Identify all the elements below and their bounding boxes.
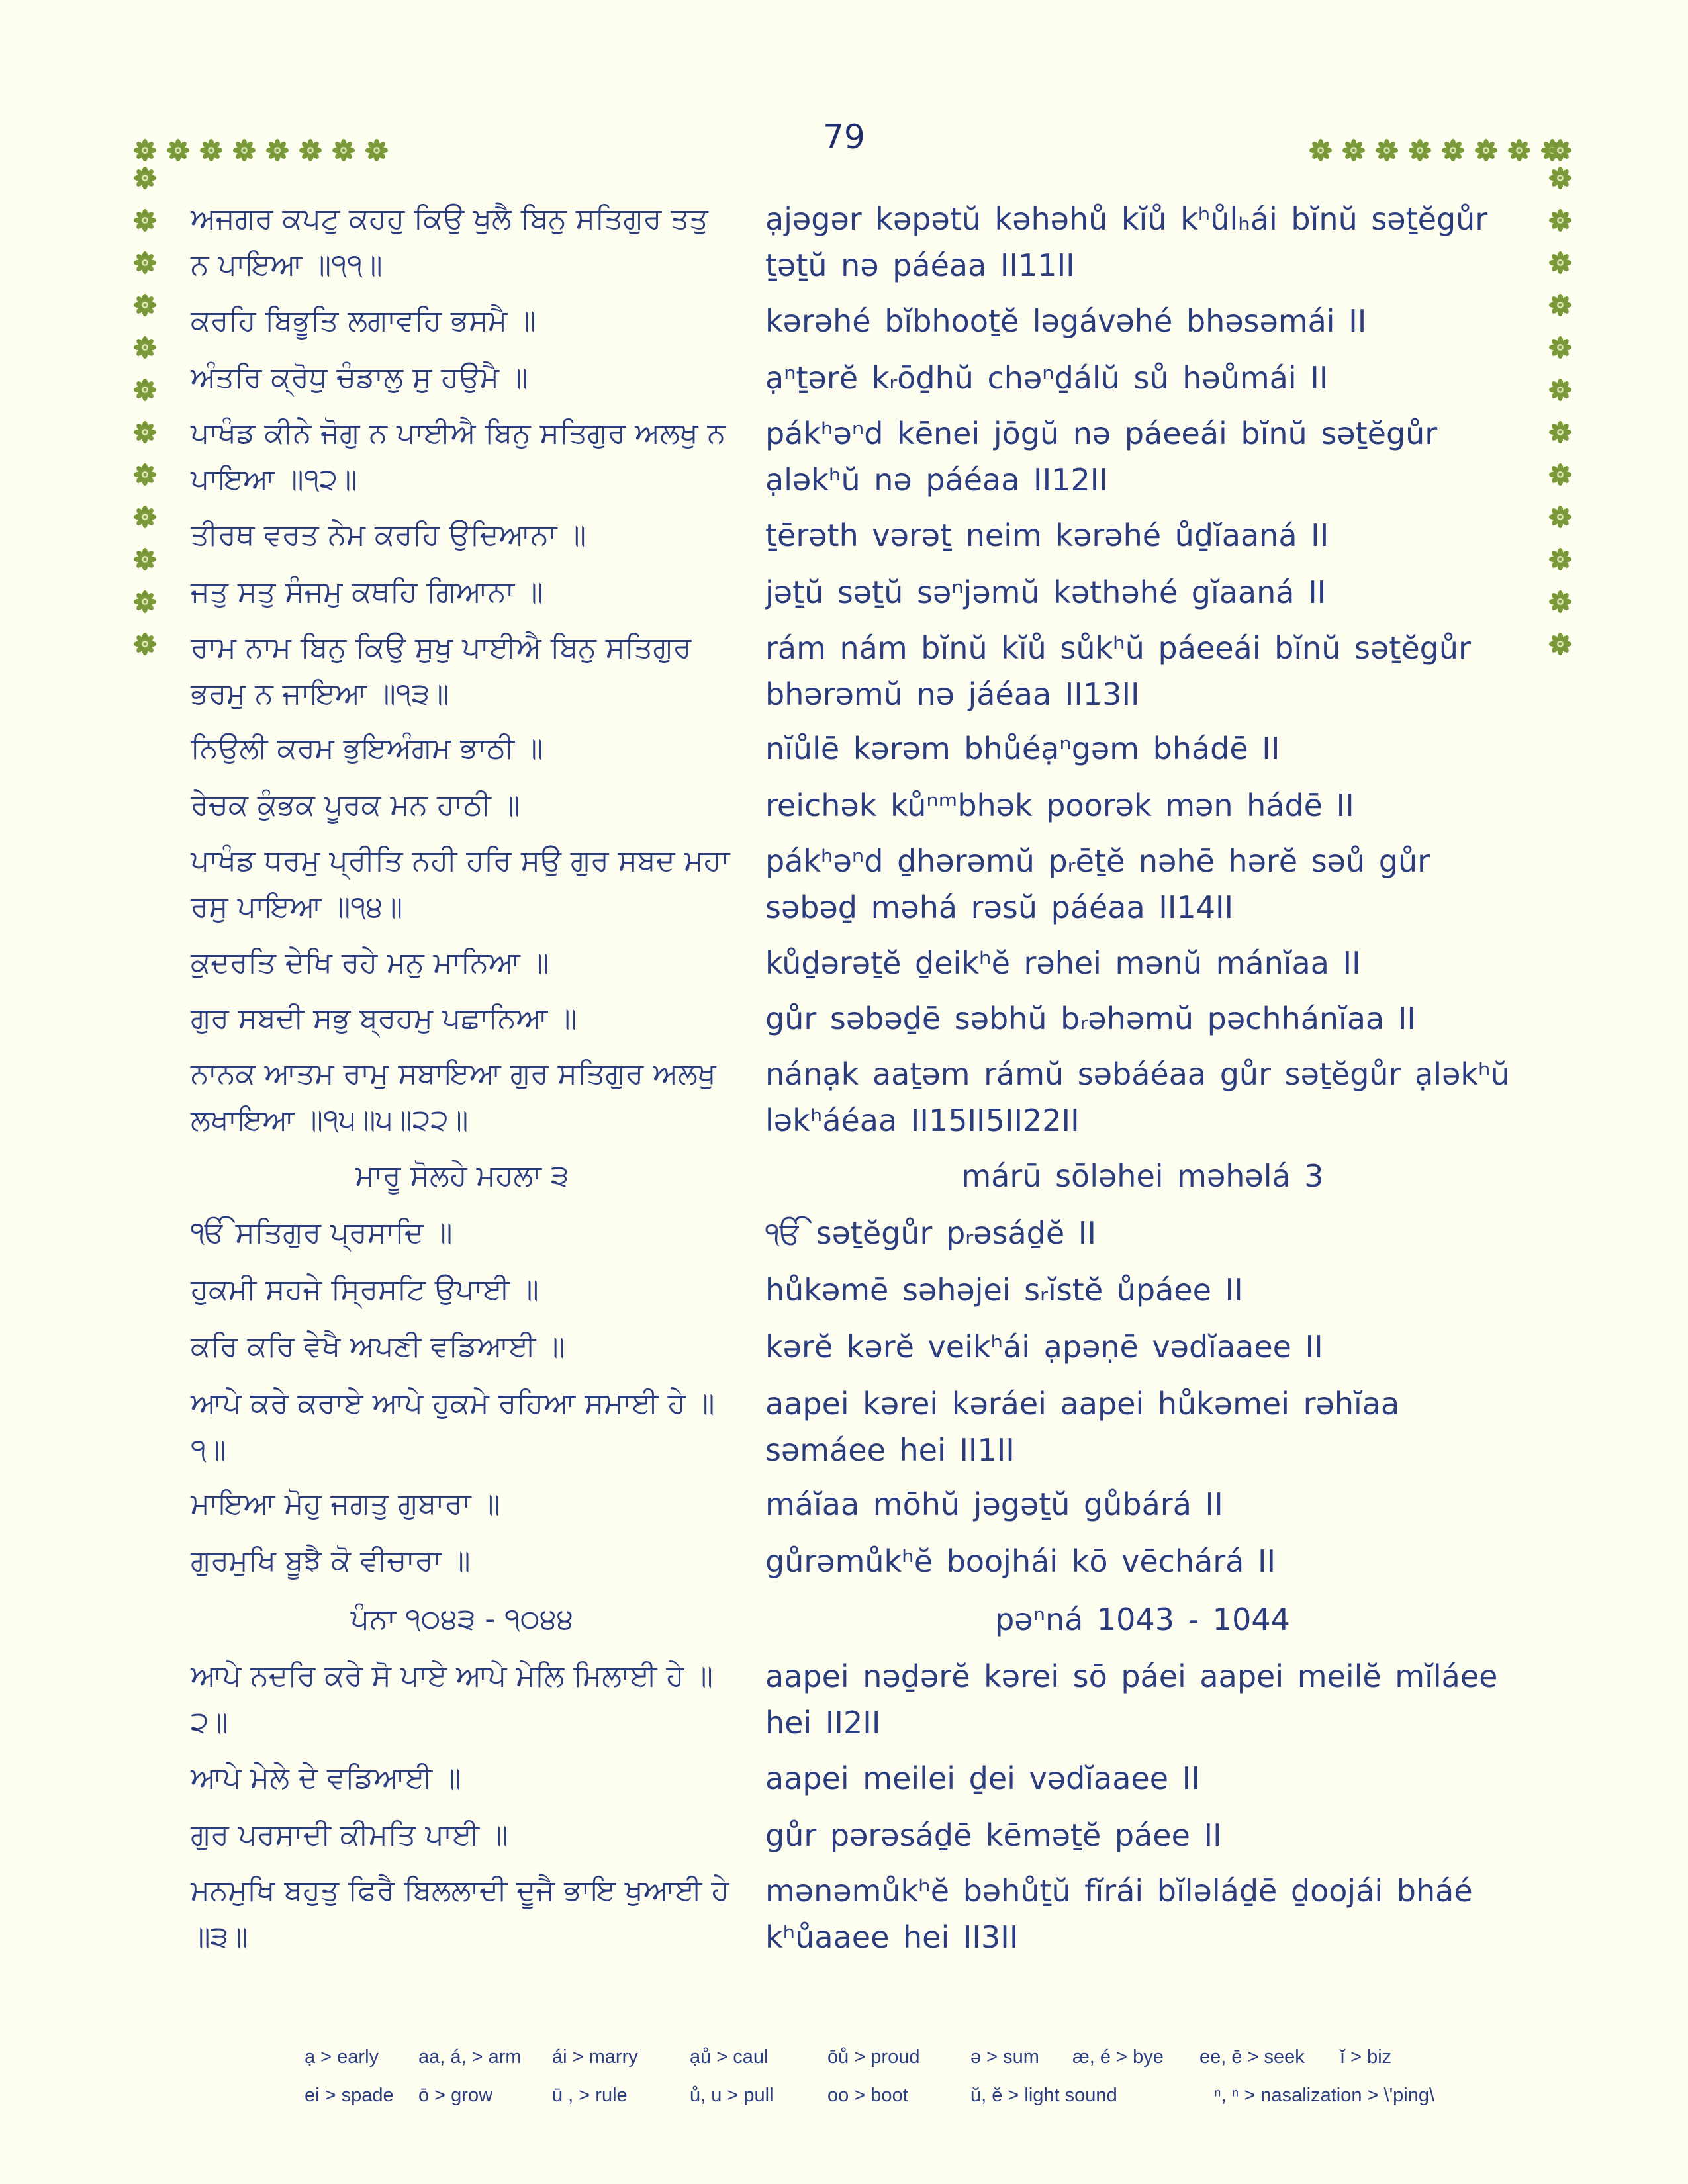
- gurmukhi-heading: ਪੰਨਾ ੧੦੪੩ - ੧੦੪੪: [350, 1602, 574, 1636]
- transliteration-verse: jəṯŭ səṯŭ səⁿjəmŭ kəthəhé gĭaaná II: [765, 574, 1327, 610]
- legend-entry: ⁿ, ⁿ > nasalization > \'ping\: [1214, 2085, 1435, 2106]
- transliteration-verse: kůḏərəṯĕ ḏeikʰĕ rəhei mənŭ mánĭaa II: [765, 945, 1361, 981]
- gurmukhi-verse: ਪਾਖੰਡ ਧਰਮੁ ਪ੍ਰੀਤਿ ਨਹੀ ਹਰਿ ਸਉ ਗੁਰ ਸਬਦ ਮਹਾ ਰਸੁ ਪਾਇਆ ॥੧੪॥: [191, 844, 730, 924]
- gurmukhi-verse: ਕੁਦਰਤਿ ਦੇਖਿ ਰਹੇ ਮਨੁ ਮਾਨਿਆ ॥: [191, 946, 549, 979]
- transliteration-verse: pákʰəⁿd kēnei jōgŭ nə páeeái bĭnŭ səṯĕgůr ạləkʰŭ nə páéaa II12II: [765, 416, 1438, 498]
- legend-entry: ạů > caul: [690, 2046, 769, 2068]
- gurmukhi-verse: ਕਰਿ ਕਰਿ ਵੇਖੈ ਅਪਣੀ ਵਡਿਆਈ ॥: [191, 1330, 565, 1363]
- legend-entry: aa, á, > arm: [418, 2046, 522, 2068]
- transliteration-verse: aapei kərei kəráei aapei hůkəmei rəhĭaa səmáee hei II1II: [765, 1386, 1400, 1468]
- transliteration-verse: máĭaa mōhŭ jəgəṯŭ gůbárá II: [765, 1486, 1223, 1522]
- legend-entry: ee, ē > seek: [1199, 2046, 1305, 2068]
- transliteration-verse: aapei nəḏərĕ kərei sō páei aapei meilĕ mĭláee hei II2II: [765, 1659, 1498, 1741]
- gurmukhi-verse: ਤੀਰਥ ਵਰਤ ਨੇਮ ਕਰਹਿ ਉਦਿਆਨਾ ॥: [191, 518, 586, 552]
- gurmukhi-verse: ਆਪੇ ਮੇਲੇ ਦੇ ਵਡਿਆਈ ॥: [191, 1761, 461, 1795]
- transliteration-verse: gůrəmůkʰĕ boojhái kō vēchárá II: [765, 1543, 1276, 1579]
- legend-entry: ạ > early: [305, 2046, 379, 2068]
- transliteration-verse: gůr səbəḏē səbhŭ bᵣəhəmŭ pəchhánĭaa II: [765, 1001, 1416, 1036]
- gurmukhi-verse: ਅੰਤਰਿ ਕ੍ਰੋਧੁ ਚੰਡਾਲੁ ਸੁ ਹਉਮੈ ॥: [191, 361, 528, 394]
- transliteration-verse: hůkəmē səhəjei sᵣĭstĕ ůpáee II: [765, 1272, 1243, 1308]
- legend-entry: ů, u > pull: [690, 2085, 774, 2106]
- gurmukhi-verse: ਨਿਉਲੀ ਕਰਮ ਭੁਇਅੰਗਮ ਭਾਠੀ ॥: [191, 731, 543, 765]
- legend-entry: ei > spade: [305, 2085, 394, 2106]
- transliteration-verse: gůr pərəsáḏē kēməṯĕ páee II: [765, 1817, 1222, 1853]
- transliteration-heading: márū sōləhei məhəlá 3: [961, 1158, 1324, 1194]
- gurmukhi-verse: ਗੁਰਮੁਖਿ ਬੂਝੈ ਕੋ ਵੀਚਾਰਾ ॥: [191, 1544, 471, 1578]
- legend-entry: ō > grow: [418, 2085, 493, 2106]
- gurmukhi-verse: ਅਜਗਰ ਕਪਟੁ ਕਹਹੁ ਕਿਉ ਖੁਲੈ ਬਿਨੁ ਸਤਿਗੁਰ ਤਤੁ ਨ ਪਾਇਆ ॥੧੧॥: [191, 202, 708, 282]
- transliteration-verse: mənəmůkʰĕ bəhůṯŭ fĭrái bĭləláḏē ḏoojái bháé kʰůaaee hei II3II: [765, 1873, 1473, 1955]
- transliteration-verse: ੴ səṯĕgůr pᵣəsáḏĕ II: [765, 1215, 1096, 1251]
- transliteration-verse: reichək kůⁿᵐbhək poorək mən hádē II: [765, 788, 1354, 823]
- gurmukhi-heading: ਮਾਰੂ ਸੋਲਹੇ ਮਹਲਾ ੩: [355, 1159, 569, 1193]
- transliteration-verse: rám nám bĭnŭ kĭů sůkʰŭ páeeái bĭnŭ səṯĕgůr bhərəmŭ nə jáéaa II13II: [765, 630, 1471, 712]
- legend-entry: ū , > rule: [552, 2085, 628, 2106]
- legend-entry: ái > marry: [552, 2046, 638, 2068]
- transliteration-verse: nĭůlē kərəm bhůéạⁿgəm bhádē II: [765, 731, 1280, 766]
- transliteration-verse: ạⁿṯərĕ kᵣōḏhŭ chəⁿḏálŭ sů həůmái II: [765, 360, 1329, 396]
- legend-entry: oo > boot: [827, 2085, 908, 2106]
- page-number: 79: [823, 118, 865, 156]
- gurmukhi-verse: ਆਪੇ ਕਰੇ ਕਰਾਏ ਆਪੇ ਹੁਕਮੇ ਰਹਿਆ ਸਮਾਈ ਹੇ ॥੧॥: [191, 1387, 715, 1467]
- gurmukhi-verse: ੴ ਸਤਿਗੁਰ ਪ੍ਰਸਾਦਿ ॥: [191, 1216, 453, 1250]
- gurmukhi-verse: ਨਾਨਕ ਆਤਮ ਰਾਮੁ ਸਬਾਇਆ ਗੁਰ ਸਤਿਗੁਰ ਅਲਖੁ ਲਖਾਇਆ ॥੧੫॥੫॥੨੨॥: [191, 1057, 716, 1137]
- gurmukhi-verse: ਰਾਮ ਨਾਮ ਬਿਨੁ ਕਿਉ ਸੁਖੁ ਪਾਈਐ ਬਿਨੁ ਸਤਿਗੁਰ ਭਰਮੁ ਨ ਜਾਇਆ ॥੧੩॥: [191, 631, 692, 711]
- gurmukhi-verse: ਮਾਇਆ ਮੋਹੁ ਜਗਤੁ ਗੁਬਾਰਾ ॥: [191, 1487, 500, 1521]
- gurmukhi-verse: ਹੁਕਮੀ ਸਹਜੇ ਸ੍ਰਿਸਟਿ ਉਪਾਈ ॥: [191, 1273, 539, 1306]
- transliteration-verse: nánạk aaṯəm rámŭ səbáéaa gůr səṯĕgůr ạləkʰŭ ləkʰáéaa II15II5II22II: [765, 1056, 1510, 1138]
- transliteration-verse: ạjəgər kəpətŭ kəhəhů kĭů kʰůlₕái bĭnŭ səṯĕgůr ṯəṯŭ nə páéaa II11II: [765, 201, 1488, 283]
- gurmukhi-verse: ਕਰਹਿ ਬਿਭੂਤਿ ਲਗਾਵਹਿ ਭਸਮੈ ॥: [191, 304, 536, 338]
- gurmukhi-verse: ਮਨਮੁਖਿ ਬਹੁਤੁ ਫਿਰੈ ਬਿਲਲਾਦੀ ਦੂਜੈ ਭਾਇ ਖੁਆਈ ਹੇ ॥੩॥: [191, 1874, 729, 1954]
- gurmukhi-verse: ਗੁਰ ਪਰਸਾਦੀ ਕੀਮਤਿ ਪਾਈ ॥: [191, 1818, 508, 1852]
- legend-entry: ōů > proud: [827, 2046, 920, 2068]
- legend-entry: ŭ, ĕ > light sound: [970, 2085, 1117, 2106]
- gurmukhi-verse: ਆਪੇ ਨਦਰਿ ਕਰੇ ਸੋ ਪਾਏ ਆਪੇ ਮੇਲਿ ਮਿਲਾਈ ਹੇ ॥੨॥: [191, 1659, 714, 1739]
- transliteration-verse: kərĕ kərĕ veikʰái ạpəṇē vədĭaaee II: [765, 1329, 1323, 1365]
- legend-entry: ə > sum: [970, 2046, 1039, 2068]
- transliteration-heading: pəⁿná 1043 - 1044: [995, 1602, 1290, 1637]
- legend-entry: ĭ > biz: [1340, 2046, 1392, 2068]
- gurmukhi-verse: ਰੇਚਕ ਕੁੰਭਕ ਪੂਰਕ ਮਨ ਹਾਠੀ ॥: [191, 788, 520, 822]
- gurmukhi-verse: ਗੁਰ ਸਬਦੀ ਸਭੁ ਬ੍ਰਹਮੁ ਪਛਾਨਿਆ ॥: [191, 1001, 577, 1035]
- transliteration-verse: ṯērəth vərəṯ neim kərəhé ůḏĭaaná II: [765, 518, 1329, 553]
- legend-entry: æ, é > bye: [1072, 2046, 1164, 2068]
- gurmukhi-verse: ਪਾਖੰਡ ਕੀਨੇ ਜੋਗੁ ਨ ਪਾਈਐ ਬਿਨੁ ਸਤਿਗੁਰ ਅਲਖੁ ਨ ਪਾਇਆ ॥੧੨॥: [191, 416, 726, 496]
- transliteration-verse: aapei meilei ḏei vədĭaaee II: [765, 1760, 1200, 1796]
- transliteration-verse: pákʰəⁿd ḏhərəmŭ pᵣēṯĕ nəhē hərĕ səů gůr səbəḏ məhá rəsŭ páéaa II14II: [765, 843, 1430, 925]
- gurmukhi-verse: ਜਤੁ ਸਤੁ ਸੰਜਮੁ ਕਥਹਿ ਗਿਆਨਾ ॥: [191, 575, 543, 609]
- transliteration-verse: kərəhé bĭbhooṯĕ ləgávəhé bhəsəmái II: [765, 303, 1367, 339]
